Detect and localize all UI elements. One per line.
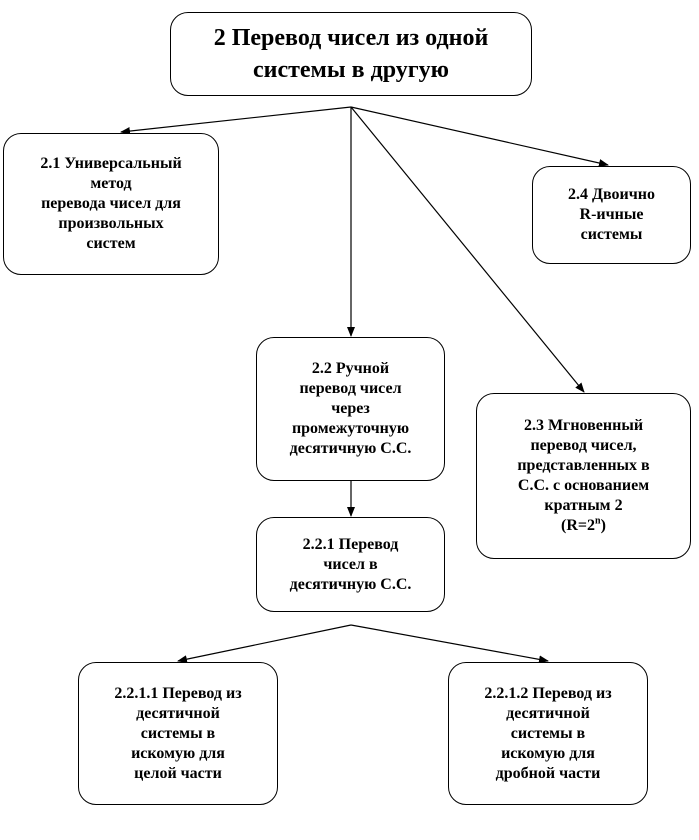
edge-root-n21 — [121, 107, 351, 132]
node-2-1-line-1: 2.1 Универсальный — [40, 155, 182, 172]
node-2-4-line-1: 2.4 Двоично — [568, 186, 655, 203]
edge-root-n24 — [351, 107, 608, 165]
node-2-3-formula — [561, 516, 606, 536]
node-2-2-1-1-line-2: десятичной — [136, 704, 220, 722]
node-2-2 — [256, 337, 445, 481]
node-2-2-1-2-line-3: системы в — [510, 724, 586, 742]
node-2-2-1-2-line-2: десятичной — [506, 704, 590, 722]
node-2-4-line-2: R-ичные — [579, 206, 644, 223]
node-2-2-1-1-line-3: системы в — [140, 724, 216, 742]
edge-n221-n2212 — [351, 625, 548, 661]
node-2-2-1 — [256, 517, 445, 612]
node-root-line-2: системы в другую — [252, 57, 450, 83]
formula-exponent: n — [595, 515, 601, 527]
node-root — [170, 12, 532, 96]
node-2-3-line-1: 2.3 Мгновенный — [523, 417, 644, 434]
node-2-1-line-2: метод — [90, 175, 132, 192]
node-2-1-line-3: перевода чисел для — [41, 195, 181, 212]
node-2-4 — [532, 166, 691, 264]
node-2-2-line-2: перевод чисел — [299, 380, 402, 397]
node-2-3-line-2: перевод чисел, — [530, 437, 637, 454]
node-2-2-1-line-1: 2.2.1 Перевод — [302, 535, 399, 553]
node-2-2-1-2 — [448, 662, 648, 805]
node-2-4-line-3: системы — [580, 226, 643, 243]
node-2-2-1-1-line-5: целой части — [134, 764, 222, 782]
node-2-3 — [476, 393, 691, 559]
node-2-2-1-2-line-1: 2.2.1.2 Перевод из — [484, 684, 612, 702]
node-2-1 — [3, 133, 219, 275]
node-2-2-1-2-line-5: дробной части — [495, 764, 601, 782]
node-2-2-1-line-3: десятичную С.С. — [289, 575, 412, 593]
node-2-2-line-5: десятичную С.С. — [289, 440, 412, 457]
node-2-2-line-4: промежуточную — [291, 420, 410, 437]
node-2-1-line-4: произвольных — [58, 215, 164, 232]
node-2-3-line-4: С.С. с основанием — [517, 477, 650, 494]
node-2-3-line-3: представленных в — [517, 457, 650, 474]
node-2-2-line-1: 2.2 Ручной — [311, 360, 390, 377]
node-2-2-1-2-line-4: искомую для — [501, 744, 595, 762]
node-2-2-line-3: через — [331, 400, 370, 417]
formula-prefix: (R=2 — [561, 517, 596, 534]
node-2-2-1-1-line-4: искомую для — [131, 744, 225, 762]
node-2-3-line-5: кратным 2 — [544, 497, 623, 514]
node-2-2-1-line-2: чисел в — [323, 555, 378, 573]
node-2-1-line-5: систем — [86, 235, 136, 252]
formula-suffix: ) — [600, 517, 606, 534]
edge-n221-n2211 — [178, 625, 351, 661]
node-2-2-1-1 — [78, 662, 278, 805]
node-root-line-1: 2 Перевод чисел из одной — [213, 25, 489, 51]
node-2-2-1-1-line-1: 2.2.1.1 Перевод из — [114, 684, 242, 702]
